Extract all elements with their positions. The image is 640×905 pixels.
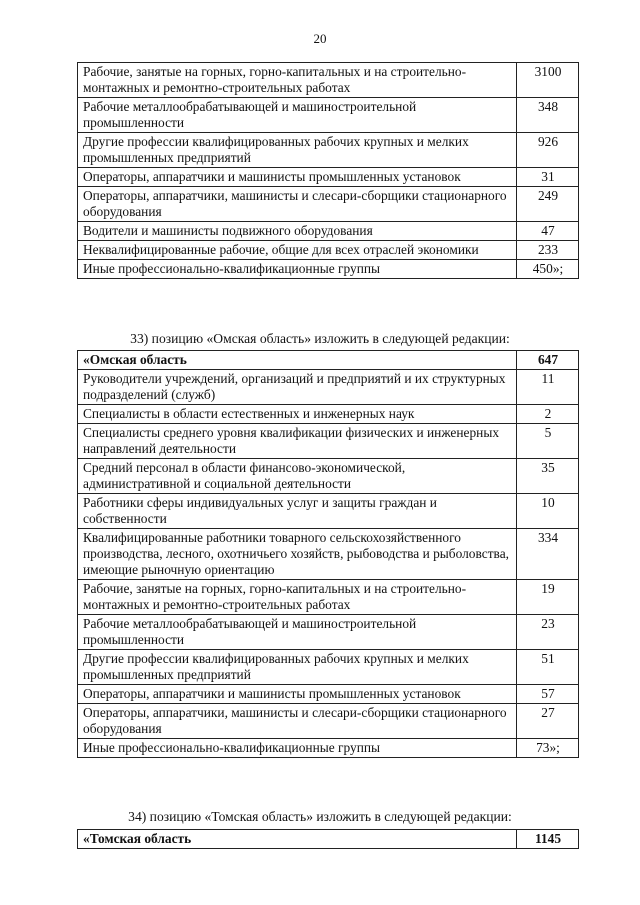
table-row — [78, 424, 579, 459]
row-value: 249 — [517, 187, 579, 222]
row-label: Работники сферы индивидуальных услуг и защиты граждан и собственности — [78, 494, 517, 529]
row-label: Рабочие металлообрабатывающей и машиностроительной промышленности — [78, 615, 517, 650]
section-34-intro: 34) позицию «Томская область» изложить в следующей редакции: — [128, 809, 512, 824]
region-total: 1145 — [517, 830, 579, 849]
row-value: 348 — [517, 98, 579, 133]
table-row — [78, 405, 579, 424]
region-name: «Омская область — [78, 351, 517, 370]
section-33-intro: 33) позицию «Омская область» изложить в следующей редакции: — [130, 331, 510, 346]
row-label: Руководители учреждений, организаций и предприятий и их структурных подразделений (служб) — [78, 370, 517, 405]
row-label: Иные профессионально-квалификационные группы — [78, 739, 517, 758]
row-label: Другие профессии квалифицированных рабочих крупных и мелких промышленных предприятий — [78, 133, 517, 168]
table-row — [78, 187, 579, 222]
region-header-row — [78, 351, 579, 370]
row-label: Квалифицированные работники товарного сельскохозяйственного производства, лесного, охотничьего хозяйств, рыбоводства и рыболовства, имеющие рыночную ориентацию — [78, 529, 517, 580]
page-number: 20 — [313, 31, 327, 46]
row-value: 31 — [517, 168, 579, 187]
row-label: Операторы, аппаратчики и машинисты промышленных установок — [78, 685, 517, 704]
row-label: Специалисты среднего уровня квалификации физических и инженерных направлений деятельности — [78, 424, 517, 459]
row-value: 10 — [517, 494, 579, 529]
row-label: Операторы, аппаратчики, машинисты и слесари-сборщики стационарного оборудования — [78, 704, 517, 739]
row-value: 11 — [517, 370, 579, 405]
row-value: 5 — [517, 424, 579, 459]
table-row — [78, 685, 579, 704]
row-label: Специалисты в области естественных и инженерных наук — [78, 405, 517, 424]
row-value: 57 — [517, 685, 579, 704]
row-label: Рабочие, занятые на горных, горно-капитальных и на строительно-монтажных и ремонтно-строительных работах — [78, 580, 517, 615]
table-row — [78, 739, 579, 758]
row-value: 450»; — [517, 260, 579, 279]
table-row — [78, 241, 579, 260]
table-row — [78, 168, 579, 187]
table-row — [78, 650, 579, 685]
row-value: 334 — [517, 529, 579, 580]
row-label: Операторы, аппаратчики, машинисты и слесари-сборщики стационарного оборудования — [78, 187, 517, 222]
table-row — [78, 704, 579, 739]
table-row — [78, 260, 579, 279]
row-label: Рабочие, занятые на горных, горно-капитальных и на строительно-монтажных и ремонтно-строительных работах — [78, 63, 517, 98]
table-row — [78, 370, 579, 405]
row-label: Операторы, аппаратчики и машинисты промышленных установок — [78, 168, 517, 187]
row-value: 23 — [517, 615, 579, 650]
row-value: 233 — [517, 241, 579, 260]
table-row — [78, 63, 579, 98]
region-total: 647 — [517, 351, 579, 370]
row-value: 35 — [517, 459, 579, 494]
row-value: 51 — [517, 650, 579, 685]
table-row — [78, 98, 579, 133]
row-value: 926 — [517, 133, 579, 168]
table-omsk — [77, 350, 579, 758]
table-row — [78, 580, 579, 615]
row-label: Иные профессионально-квалификационные группы — [78, 260, 517, 279]
table-row — [78, 133, 579, 168]
row-value: 47 — [517, 222, 579, 241]
table-row — [78, 529, 579, 580]
row-label: Водители и машинисты подвижного оборудования — [78, 222, 517, 241]
row-value: 3100 — [517, 63, 579, 98]
row-label: Другие профессии квалифицированных рабочих крупных и мелких промышленных предприятий — [78, 650, 517, 685]
table-row — [78, 494, 579, 529]
row-label: Неквалифицированные рабочие, общие для всех отраслей экономики — [78, 241, 517, 260]
row-label: Рабочие металлообрабатывающей и машиностроительной промышленности — [78, 98, 517, 133]
row-label: Средний персонал в области финансово-экономической, административной и социальной деятельности — [78, 459, 517, 494]
table-row — [78, 459, 579, 494]
region-name: «Томская область — [78, 830, 517, 849]
row-value: 73»; — [517, 739, 579, 758]
row-value: 2 — [517, 405, 579, 424]
region-header-row — [78, 830, 579, 849]
table-continued — [77, 62, 579, 279]
row-value: 19 — [517, 580, 579, 615]
table-tomsk — [77, 829, 579, 849]
table-row — [78, 222, 579, 241]
row-value: 27 — [517, 704, 579, 739]
table-row — [78, 615, 579, 650]
